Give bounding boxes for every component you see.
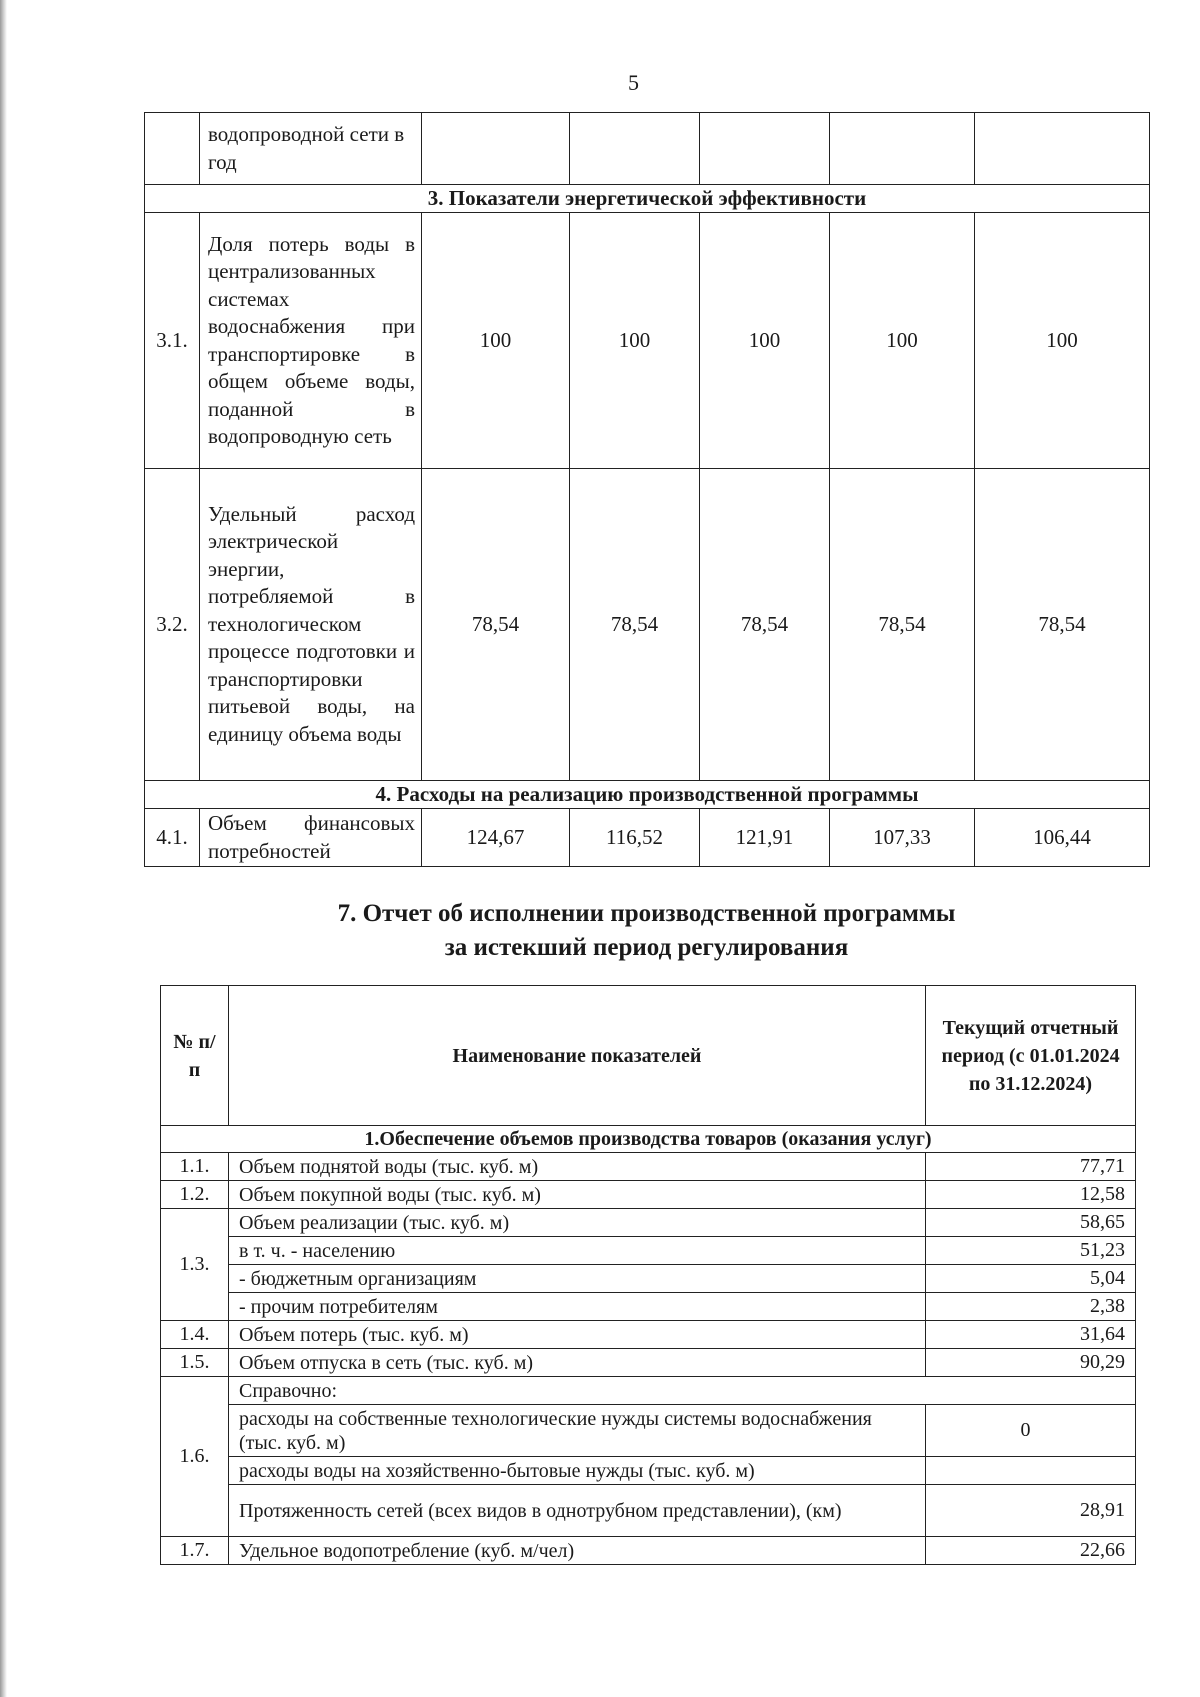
row-value: 5,04 [926, 1265, 1136, 1293]
row-value: 22,66 [926, 1537, 1136, 1565]
indicators-table-continuation [144, 112, 1150, 867]
section-row [145, 781, 1150, 809]
row-number: 3.2. [145, 469, 200, 781]
header-number: № п/п [161, 986, 229, 1126]
row-name: Объем потерь (тыс. куб. м) [229, 1321, 926, 1349]
value-cell: 116,52 [570, 809, 700, 867]
table-row [161, 1485, 1136, 1537]
table-row [161, 1321, 1136, 1349]
row-name: - прочим потребителям [229, 1293, 926, 1321]
row-name: Удельное водопотребление (куб. м/чел) [229, 1537, 926, 1565]
section-4-title: 4. Расходы на реализацию производственной программы [145, 781, 1150, 809]
row-description: водопроводной сети в год [200, 113, 422, 185]
table-row [161, 1537, 1136, 1565]
row-description: Удельный расход электрической энергии, потребляемой в технологическом процессе подготовки и транспортировки питьевой воды, на единицу объема воды [200, 469, 422, 781]
row-description: Доля потерь воды в централизованных системах водоснабжения при транспортировке в общем объеме воды, поданной в водопроводную сеть [200, 213, 422, 469]
table-row [161, 1153, 1136, 1181]
row-number: 1.5. [161, 1349, 229, 1377]
row-value: 2,38 [926, 1293, 1136, 1321]
row-name: - бюджетным организациям [229, 1265, 926, 1293]
table-row [145, 809, 1150, 867]
value-cell: 78,54 [422, 469, 570, 781]
value-cell: 100 [570, 213, 700, 469]
table-row [161, 1265, 1136, 1293]
table-row [145, 213, 1150, 469]
header-row [161, 986, 1136, 1126]
table-row [161, 1209, 1136, 1237]
row-number: 1.1. [161, 1153, 229, 1181]
row-number: 1.2. [161, 1181, 229, 1209]
row-value: 90,29 [926, 1349, 1136, 1377]
value-cell: 100 [830, 213, 975, 469]
value-cell: 107,33 [830, 809, 975, 867]
row-name: в т. ч. - населению [229, 1237, 926, 1265]
value-cell: 78,54 [975, 469, 1150, 781]
production-report-table [160, 985, 1136, 1565]
table-row [161, 1181, 1136, 1209]
table-row [161, 1349, 1136, 1377]
row-value: 12,58 [926, 1181, 1136, 1209]
value-cell: 124,67 [422, 809, 570, 867]
table-row [161, 1377, 1136, 1405]
table-row [161, 1237, 1136, 1265]
table-row [145, 113, 1150, 185]
table-row [161, 1405, 1136, 1457]
row-value: 51,23 [926, 1237, 1136, 1265]
row-number: 1.6. [161, 1377, 229, 1537]
value-cell: 100 [422, 213, 570, 469]
value-cell: 100 [975, 213, 1150, 469]
row-name: Протяженность сетей (всех видов в однотрубном представлении), (км) [229, 1485, 926, 1537]
value-cell: 106,44 [975, 809, 1150, 867]
row-value: 31,64 [926, 1321, 1136, 1349]
row-value [926, 1457, 1136, 1485]
value-cell: 78,54 [830, 469, 975, 781]
row-description: Объем финансовых потребностей [200, 809, 422, 867]
row-value: 0 [926, 1405, 1136, 1457]
value-cell: 100 [700, 213, 830, 469]
row-value: 77,71 [926, 1153, 1136, 1181]
row-name: Объем отпуска в сеть (тыс. куб. м) [229, 1349, 926, 1377]
row-name: расходы на собственные технологические нужды системы водоснабжения (тыс. куб. м) [229, 1405, 926, 1457]
value-cell: 121,91 [700, 809, 830, 867]
table-row [145, 469, 1150, 781]
row-number: 1.7. [161, 1537, 229, 1565]
row-value: 28,91 [926, 1485, 1136, 1537]
row-number: 1.4. [161, 1321, 229, 1349]
scan-edge [0, 0, 7, 1697]
row-name: Объем поднятой воды (тыс. куб. м) [229, 1153, 926, 1181]
row-name: расходы воды на хозяйственно-бытовые нужды (тыс. куб. м) [229, 1457, 926, 1485]
table-row [161, 1293, 1136, 1321]
report-heading-line-2: за истекший период регулирования [444, 934, 849, 961]
row-value: 58,65 [926, 1209, 1136, 1237]
row-name: Объем реализации (тыс. куб. м) [229, 1209, 926, 1237]
value-cell: 78,54 [700, 469, 830, 781]
table-row [161, 1457, 1136, 1485]
page-number: 5 [628, 70, 639, 95]
row-name: Справочно: [229, 1377, 1136, 1405]
header-period: Текущий отчетный период (с 01.01.2024 по 31.12.2024) [926, 986, 1136, 1126]
row-name: Объем покупной воды (тыс. куб. м) [229, 1181, 926, 1209]
section-row [161, 1126, 1136, 1153]
header-name: Наименование показателей [229, 986, 926, 1126]
section-3-title: 3. Показатели энергетической эффективности [145, 185, 1150, 213]
section-1-title: 1.Обеспечение объемов производства товаров (оказания услуг) [161, 1126, 1136, 1153]
row-number: 3.1. [145, 213, 200, 469]
value-cell: 78,54 [570, 469, 700, 781]
row-number: 4.1. [145, 809, 200, 867]
section-row [145, 185, 1150, 213]
report-heading-line-1: 7. Отчет об исполнении производственной программы [337, 900, 956, 927]
row-number: 1.3. [161, 1209, 229, 1321]
